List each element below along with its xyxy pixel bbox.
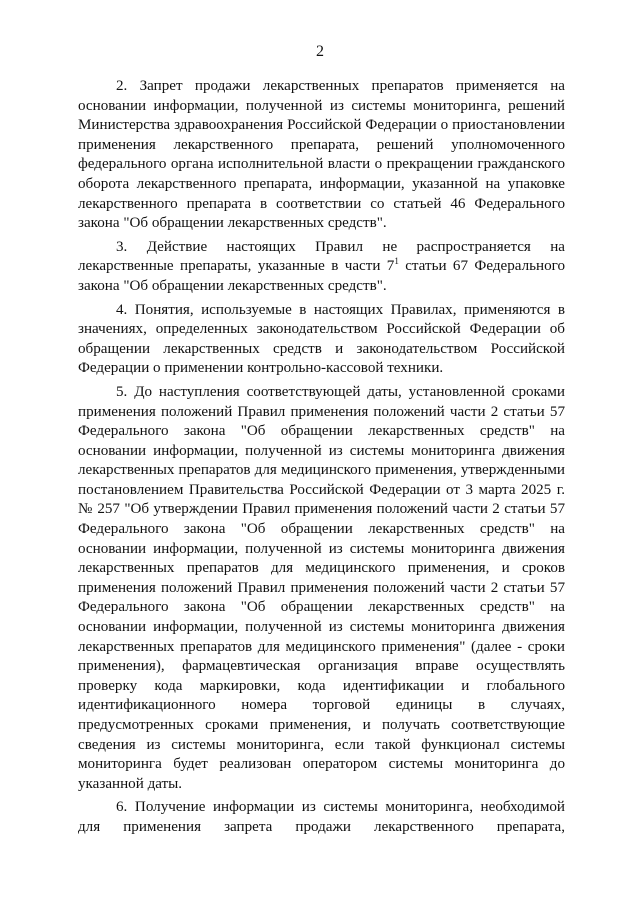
paragraph-4 [78, 301, 565, 379]
paragraph-text: Запрет продажи лекарственных препаратов применяется на основании информации, полученной из системы мониторинга, решений Министерства здравоохранения Российской Федерации о приостановлении применения лекарственного препарата, решений уполномоченного федерального органа исполнительной власти о прекращении гражданского оборота лекарственного препарата, информации, указанной на упаковке лекарственного препарата в соответствии со статьей 46 Федерального закона "Об обращении лекарственных средств". [78, 78, 566, 232]
paragraph-3 [78, 238, 565, 297]
paragraph-number: 5. [116, 383, 128, 400]
paragraph-2 [78, 77, 565, 234]
page-number: 2 [316, 43, 324, 60]
paragraph-text: Действие настоящих Правил не распространяется на лекарственные препараты, указанные в части 7 [78, 238, 565, 275]
superscript: 1 [394, 256, 399, 267]
paragraph-5 [78, 383, 565, 794]
paragraph-text: Понятия, используемые в настоящих Правилах, применяются в значениях, определенных законодательством Российской Федерации об обращении лекарственных средств и законодательством Российской Федерации о применении контрольно-кассовой техники. [78, 301, 565, 377]
document-body [78, 77, 565, 838]
paragraph-number: 2. [116, 78, 128, 94]
paragraph-text: До наступления соответствующей даты, установленной сроками применения положений Правил применения положений части 2 статьи 57 Федерального закона "Об обращении лекарственных средств" на основании информации, полученной из системы мониторинга движения лекарственных препаратов для медицинского применения, утвержденными постановлением Правительства Российской Федерации от 3 марта 2025 г. № 257 "Об утверждении Правил применения положений части 2 статьи 57 Федерального закона "Об обращении лекарственных средств" на основании информации, полученной из системы мониторинга движения лекарственных препаратов для медицинского применения, и сроков применения положений Правил применения положений части 2 статьи 57 Федерального закона "Об обращении лекарственных средств" на основании информации, полученной из системы мониторинга движения лекарственных препаратов для медицинского применения" (далее - сроки применения), фармацевтическая организация вправе осуществлять проверку кода маркировки, кода идентификации и глобального идентификационного номера торговой единицы в случаях, предусмотренных сроками применения, и получать соответствующие сведения из системы мониторинга, если такой функционал системы мониторинга будет реализован оператором системы мониторинга до указанной даты. [78, 383, 565, 792]
paragraph-number: 4. [116, 301, 128, 318]
paragraph-6 [78, 798, 565, 837]
paragraph-number: 6. [116, 799, 128, 816]
paragraph-text-continued: статьи 67 Федерального закона "Об обращении лекарственных средств". [78, 258, 565, 294]
paragraph-text: Получение информации из системы мониторинга, необходимой для применения запрета продажи лекарственного препарата, [78, 799, 566, 835]
paragraph-number: 3. [116, 238, 128, 255]
